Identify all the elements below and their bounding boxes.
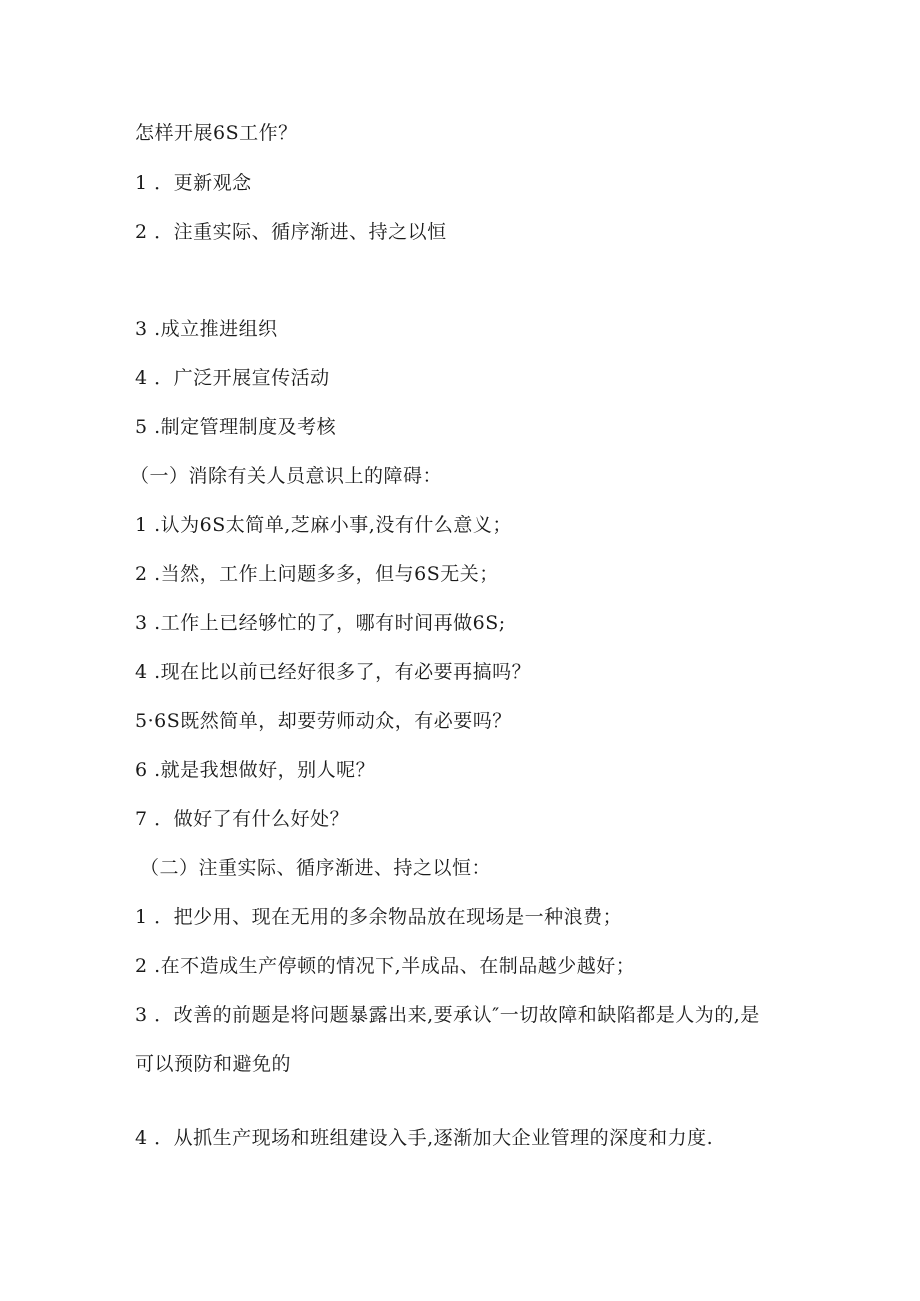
list-item: 1 ．把少用、现在无用的多余物品放在现场是一种浪费； (135, 906, 623, 928)
step-item: 4 ．广泛开展宣传活动 (135, 367, 330, 389)
step-item: 3 .成立推进组织 (135, 318, 278, 340)
list-item: 2 .在不造成生产停顿的情况下,半成品、在制品越少越好； (135, 955, 636, 977)
document-title: 怎样开展6S工作？ (135, 122, 298, 144)
list-item: 4 ．从抓生产现场和班组建设入手,逐渐加大企业管理的深度和力度. (135, 1127, 714, 1149)
list-item-continuation: 可以预防和避免的 (135, 1053, 292, 1075)
list-item: 2 .当然，工作上问题多多，但与6S无关； (135, 563, 499, 585)
list-item: 3 ．改善的前题是将问题暴露出来,要承认″一切故障和缺陷都是人为的,是 (135, 1004, 760, 1026)
step-item: 5 .制定管理制度及考核 (135, 416, 337, 438)
list-item: 1 .认为6S太简单,芝麻小事,没有什么意义； (135, 514, 512, 536)
step-item: 2 ．注重实际、循序渐进、持之以恒 (135, 221, 447, 243)
list-item: 7 ．做好了有什么好处？ (135, 808, 350, 830)
list-item: 5·6S既然简单，却要劳师动众，有必要吗？ (135, 710, 512, 732)
list-item: 4 .现在比以前已经好很多了，有必要再搞吗？ (135, 661, 532, 683)
section-heading: （二）注重实际、循序渐进、持之以恒： (140, 857, 492, 879)
list-item: 6 .就是我想做好，别人呢？ (135, 759, 376, 781)
section-heading: （一）消除有关人员意识上的障碍： (130, 465, 443, 487)
step-item: 1 ．更新观念 (135, 172, 252, 194)
list-item: 3 .工作上已经够忙的了，哪有时间再做6S; (135, 612, 506, 634)
